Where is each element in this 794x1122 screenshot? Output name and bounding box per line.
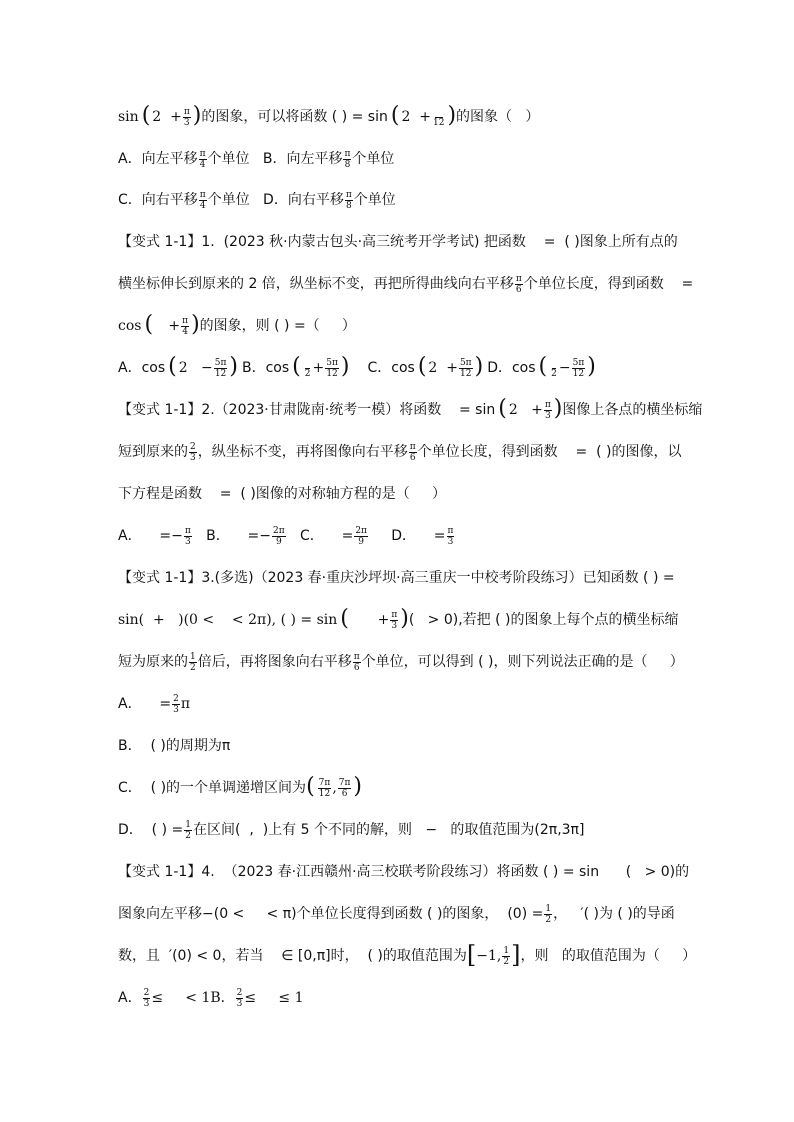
- fraction: $\frac{2\pi}{9}$: [272, 525, 285, 547]
- question-text: ，纵坐标不变，再将图像向右平移: [197, 444, 408, 460]
- fraction: $\frac{\pi}{6}$: [353, 651, 360, 673]
- option-line: [118, 146, 394, 172]
- fraction: $\frac{\pi}{3}$: [544, 399, 551, 421]
- fraction: $\frac{\pi}{3}$: [183, 106, 190, 128]
- fraction: $\frac{7\pi}{6}$: [338, 777, 351, 799]
- fraction: 2: [304, 358, 312, 379]
- paren-left: (: [292, 354, 301, 379]
- paren-left: (: [538, 354, 548, 379]
- paren-right: ): [587, 354, 596, 379]
- paren-left: (: [417, 354, 427, 379]
- question-line: [118, 901, 675, 927]
- fraction: $\frac{\pi}{3}$: [184, 525, 191, 547]
- question-text: 图象向左平移−(0 < < π)个单位长度得到函数 ( )的图象， (0) =: [118, 906, 544, 922]
- option-text: 个单位 D．向右平移: [207, 192, 344, 208]
- option-text: B． ( )的周期为π: [118, 738, 231, 754]
- paren-right: ): [229, 354, 238, 379]
- paren-left: (: [498, 396, 507, 421]
- option-text: 个单位: [353, 192, 396, 208]
- text: +: [312, 360, 325, 376]
- text: sin: [118, 109, 139, 125]
- question-text: 【变式 1-1】3.(多选)（2023 春·重庆沙坪坝·高三重庆一中校考阶段练习）已知函数 ( ) =: [118, 570, 675, 586]
- fraction: $\frac{2}{3}$: [173, 693, 179, 715]
- option-text: 个单位 B．向左平移: [207, 151, 343, 167]
- option-line: [118, 733, 230, 759]
- option-text: A． =: [118, 696, 172, 712]
- option-text: C．cos: [367, 360, 415, 376]
- question-text: 【变式 1-1】4. （2023 春·江西赣州·高三校联考阶段练习）将函数 ( ) = sin ( > 0)的: [118, 864, 690, 880]
- text: ≤ < 1B．: [151, 990, 235, 1006]
- text: −: [558, 360, 571, 376]
- text: π: [180, 696, 191, 712]
- fraction: 2: [550, 358, 558, 379]
- fraction: $\frac{\pi}{3}$: [447, 525, 454, 547]
- text: +: [350, 612, 390, 628]
- fraction: $\frac{2}{3}$: [236, 987, 243, 1009]
- option-text: C． =: [286, 528, 354, 544]
- question-text: 短为原来的: [118, 654, 188, 670]
- text: 的图象，可以将函数 ( ) = sin: [201, 109, 388, 125]
- paren-right: ): [553, 396, 563, 421]
- question-line: [118, 271, 693, 297]
- option-text: D． ( ) =: [118, 822, 184, 838]
- question-text: 【变式 1-1】2.（2023·甘肃陇南·统考一模）将函数 = sin: [118, 402, 496, 418]
- fraction: $\frac{7\pi}{12}$: [318, 777, 331, 799]
- text: cos: [118, 318, 142, 334]
- option-text: A． =−: [118, 528, 183, 544]
- option-line: [118, 775, 362, 801]
- option-text: A．: [118, 990, 142, 1006]
- paren-left: (: [141, 103, 151, 128]
- question-heading: [118, 565, 675, 591]
- paren-right: ): [191, 312, 200, 337]
- option-text: C．向右平移: [118, 192, 198, 208]
- question-text: ，则 的取值范围为（ ）: [520, 948, 697, 964]
- text: ,: [332, 780, 337, 796]
- text: ( > 0),若把 ( )的图象上每个点的横坐标缩: [408, 612, 679, 628]
- paren-left: (: [144, 312, 154, 337]
- option-text: A．cos: [118, 360, 166, 376]
- fraction: $\frac{1}{2}$: [185, 819, 191, 841]
- question-text: 个单位长度，得到函数 =: [523, 276, 694, 292]
- fraction: $\frac{\pi}{4}$: [199, 189, 206, 211]
- option-line: [118, 817, 584, 843]
- question-text: 个单位长度，得到函数 = ( )的图像，以: [417, 444, 682, 460]
- option-text: B． =−: [192, 528, 271, 544]
- question-heading: [118, 397, 702, 423]
- fraction: $\frac{\pi}{6}$: [409, 441, 416, 463]
- paren-right: ): [340, 354, 350, 379]
- question-text: 短到原来的: [118, 444, 188, 460]
- option-line: [118, 355, 596, 381]
- paren-right: ): [474, 354, 484, 379]
- question-text: 下方程是函数 = ( )图像的对称轴方程的是（ ）: [118, 486, 447, 502]
- question-line: [118, 439, 681, 465]
- paren-left: (: [306, 774, 315, 799]
- text: 2 −: [178, 360, 213, 376]
- option-line: [118, 187, 396, 213]
- option-text: C． ( )的一个单调递增区间为: [118, 780, 307, 796]
- question-heading: [118, 229, 678, 255]
- option-text: B．cos: [241, 360, 290, 376]
- option-line: [118, 985, 303, 1011]
- paren-left: (: [390, 103, 400, 128]
- text: 的图象（ ）: [456, 109, 540, 125]
- paren-right: ): [192, 103, 202, 128]
- option-text: 在区间( , )上有 5 个不同的解，则 − 的取值范围为(2π,3π]: [192, 822, 585, 838]
- question-text: 数，且 ′(0) < 0，若当 ∈ [0,π]时， ( )的取值范围为: [118, 948, 467, 964]
- question-line: [118, 313, 356, 339]
- fraction: $\frac{\pi}{4}$: [199, 148, 206, 170]
- fraction: $\frac{2\pi}{9}$: [355, 525, 367, 547]
- question-text: 【变式 1-1】1. (2023 秋·内蒙古包头·高三统考开学考试) 把函数 = ( )图象上所有点的: [118, 234, 678, 250]
- fraction: $\frac{1}{2}$: [503, 945, 510, 967]
- question-heading: [118, 859, 689, 885]
- fraction: $\frac{\pi}{8}$: [344, 148, 351, 170]
- fraction: $\frac{\pi}{3}$: [391, 609, 398, 631]
- fraction: $\frac{2}{3}$: [190, 441, 196, 463]
- paren-left: (: [168, 354, 177, 379]
- text: 2 +: [401, 109, 431, 125]
- question-line: [118, 481, 446, 507]
- bracket-left: [: [466, 941, 477, 969]
- bracket-right: ]: [511, 941, 521, 969]
- fraction: $\frac{\pi}{8}$: [345, 189, 352, 211]
- question-text: 个单位，可以得到 ( )，则下列说法正确的是（ ）: [361, 654, 684, 670]
- option-line: [118, 691, 190, 717]
- text: ≤ ≤ 1: [244, 990, 304, 1006]
- question-line: [118, 943, 696, 969]
- fraction: $\frac{1}{2}$: [545, 903, 552, 925]
- paren-right: ): [353, 774, 363, 799]
- option-line: [118, 523, 455, 549]
- option-text: A．向左平移: [118, 151, 198, 167]
- option-text: D． =: [368, 528, 446, 544]
- text: 2 +: [428, 360, 458, 376]
- fraction: $\frac{5\pi}{12}$: [326, 357, 338, 379]
- question-text: 倍后，再将图象向右平移: [197, 654, 352, 670]
- text: 2 +: [508, 402, 543, 418]
- option-text: D．cos: [487, 360, 536, 376]
- question-line: [118, 607, 678, 633]
- fraction: $\frac{2}{3}$: [143, 987, 150, 1009]
- fraction: $\frac{5\pi}{12}$: [214, 357, 227, 379]
- fraction: $\frac{\pi}{4}$: [182, 315, 189, 337]
- text: −1,: [476, 948, 502, 964]
- option-text: 个单位: [352, 151, 395, 167]
- text: sin( + )(0 < < 2π), ( ) = sin: [118, 612, 338, 628]
- question-text: 图像上各点的横坐标缩: [562, 402, 703, 418]
- question-line: [118, 649, 684, 675]
- fraction: 12: [432, 107, 445, 128]
- fraction: $\frac{\pi}{6}$: [515, 273, 522, 295]
- fraction: $\frac{5\pi}{12}$: [572, 357, 585, 379]
- fraction: $\frac{5\pi}{12}$: [459, 357, 472, 379]
- question-text: 横坐标伸长到原来的 2 倍，纵坐标不变，再把所得曲线向右平移: [118, 276, 514, 292]
- text: +: [155, 318, 181, 334]
- line-1: [118, 104, 539, 130]
- question-text: ， ′( )为 ( )的导函: [553, 906, 675, 922]
- fraction: $\frac{1}{2}$: [190, 651, 196, 673]
- paren-left: (: [340, 606, 349, 631]
- paren-right: ): [400, 606, 409, 631]
- paren-right: ): [447, 103, 457, 128]
- text: 2 +: [152, 109, 182, 125]
- text: 的图象，则 ( ) =（ ）: [199, 318, 356, 334]
